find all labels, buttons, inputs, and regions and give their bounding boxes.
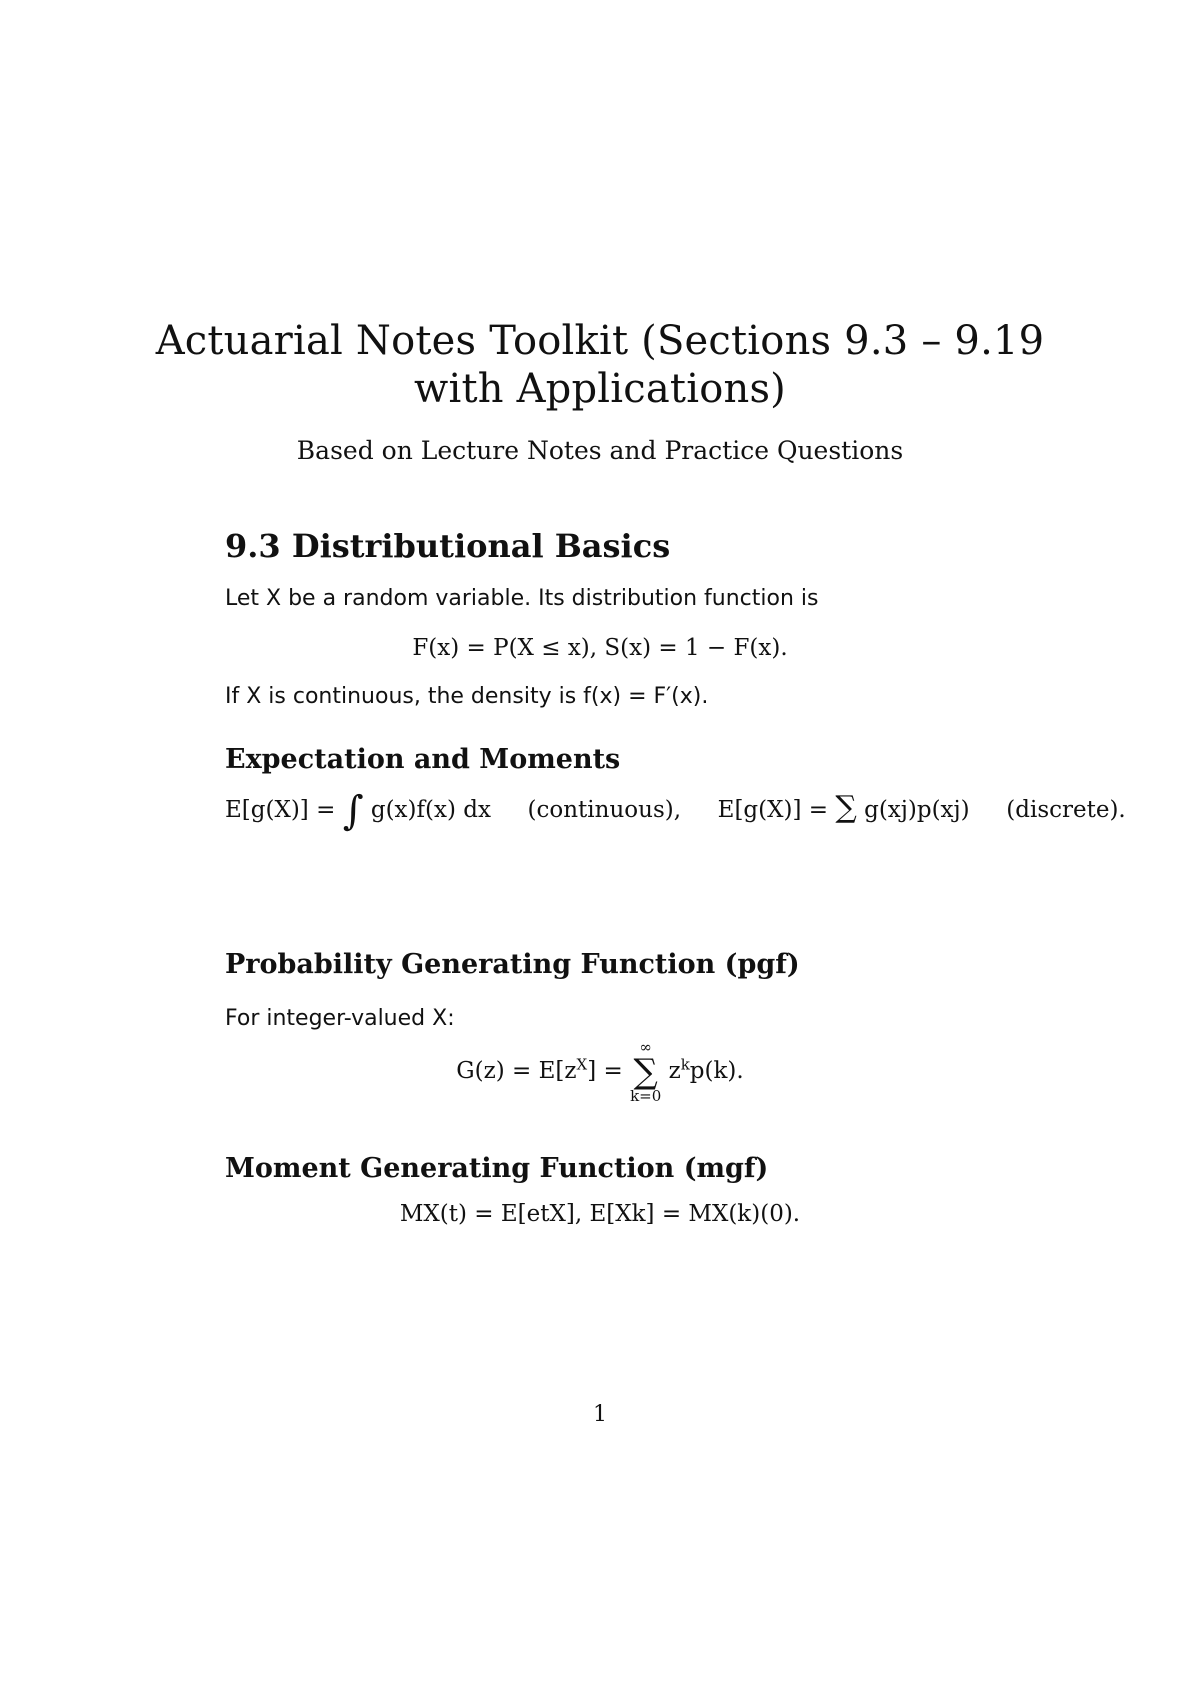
expectation-continuous-lhs: E[g(X)] =	[225, 797, 336, 823]
pgf-summation	[630, 1040, 661, 1104]
document-subtitle: Based on Lecture Notes and Practice Questions	[296, 436, 904, 465]
pgf-intro: For integer-valued X:	[225, 1006, 455, 1031]
sum-upper-limit: ∞	[639, 1038, 652, 1056]
page-number: 1	[593, 1402, 607, 1427]
subsection-heading-expectation: Expectation and Moments	[225, 744, 621, 775]
document-title-line-2: with Applications)	[414, 366, 786, 412]
pgf-lhs-exponent: X	[576, 1055, 588, 1074]
expectation-discrete-lhs: E[g(X)] =	[717, 797, 829, 823]
expectation-continuous-label: (continuous),	[527, 797, 682, 823]
subsection-heading-pgf: Probability Generating Function (pgf)	[225, 949, 800, 980]
pgf-rhs-base: z	[668, 1058, 681, 1084]
pgf-rhs-tail: p(k).	[689, 1058, 744, 1084]
equation-expectation	[225, 788, 1126, 834]
sum-symbol: ∑	[633, 1052, 658, 1092]
pgf-rhs-exponent: k	[680, 1055, 690, 1074]
expectation-continuous-integrand: g(x)f(x) dx	[370, 797, 491, 823]
expectation-discrete-label: (discrete).	[1006, 797, 1126, 823]
equation-mgf: MX(t) = E[etX], E[Xk] = MX(k)(0).	[399, 1201, 801, 1227]
density-definition: If X is continuous, the density is f(x) = F′(x).	[225, 684, 709, 709]
pgf-lhs: G(z) = E[z	[456, 1058, 577, 1084]
section-heading-9-3: 9.3 Distributional Basics	[225, 527, 671, 565]
sum-lower-limit: k=0	[630, 1087, 662, 1105]
subsection-heading-mgf: Moment Generating Function (mgf)	[225, 1153, 769, 1184]
integral-symbol: ∫	[342, 788, 364, 834]
pgf-equals: ] =	[587, 1058, 623, 1084]
section-9-3-intro: Let X be a random variable. Its distribution function is	[225, 586, 819, 611]
equation-pgf	[0, 1040, 1200, 1104]
expectation-discrete-sum: g(xj)p(xj)	[864, 797, 970, 823]
equation-distribution-function: F(x) = P(X ≤ x), S(x) = 1 − F(x).	[412, 635, 788, 661]
document-title-line-1: Actuarial Notes Toolkit (Sections 9.3 – 9.19	[155, 318, 1045, 364]
summation-symbol: ∑	[835, 790, 857, 825]
